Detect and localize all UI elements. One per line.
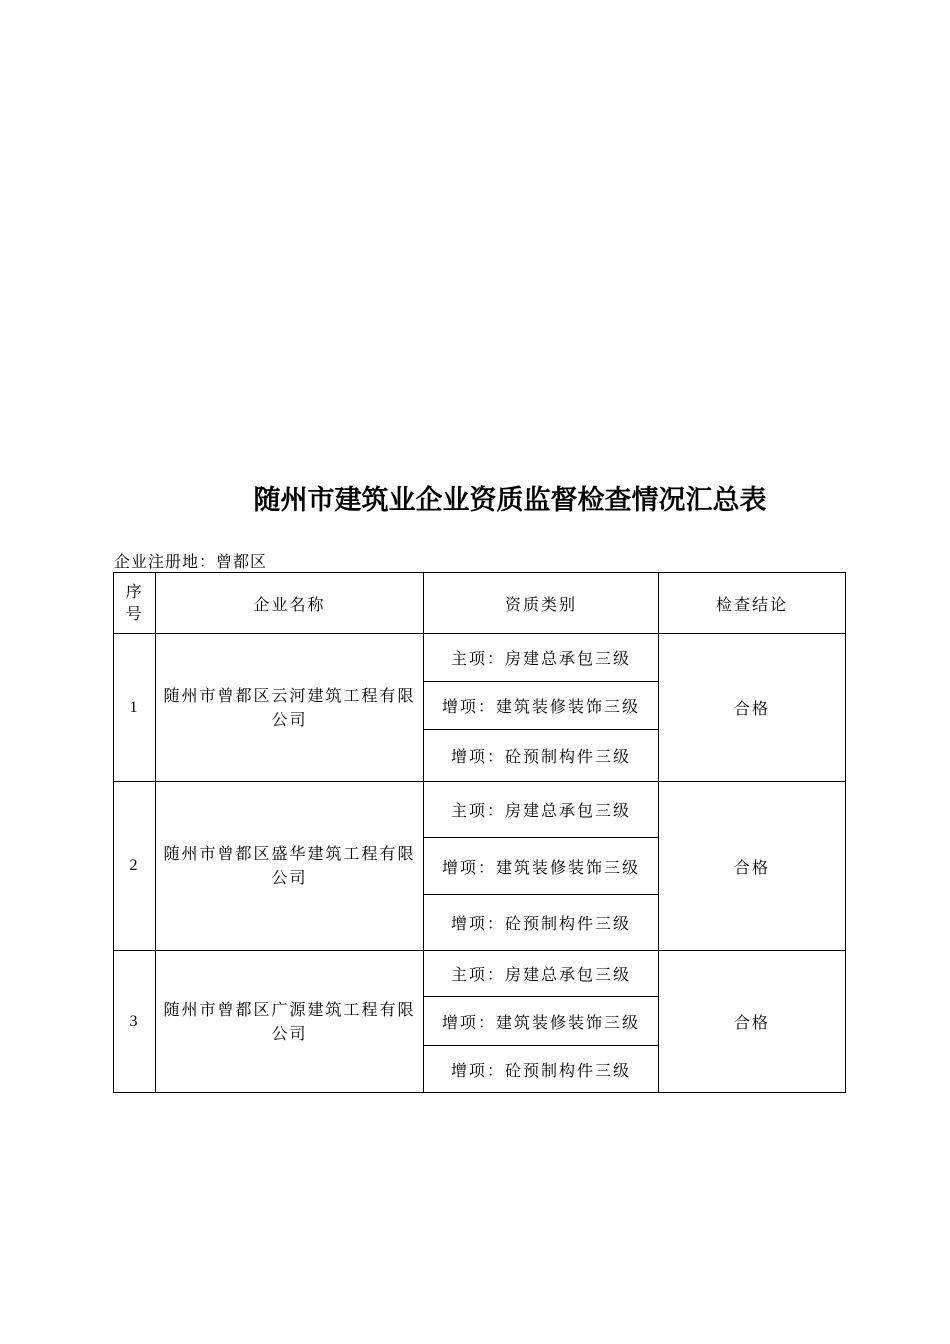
table-row bbox=[114, 634, 846, 682]
header-seq-text: 序号 bbox=[125, 582, 144, 623]
region-value: 曾都区 bbox=[216, 552, 268, 571]
company-name: 随州市曾都区盛华建筑工程有限公司 bbox=[156, 782, 424, 951]
region-label: 企业注册地： bbox=[114, 552, 217, 571]
inspection-result: 合格 bbox=[659, 782, 846, 951]
qualification-cell: 增项：砼预制构件三级 bbox=[424, 730, 659, 782]
page-title: 随州市建筑业企业资质监督检查情况汇总表 bbox=[253, 485, 767, 516]
header-name: 企业名称 bbox=[156, 573, 424, 634]
header-seq bbox=[114, 573, 156, 634]
company-name: 随州市曾都区云河建筑工程有限公司 bbox=[156, 634, 424, 782]
qualification-cell: 主项：房建总承包三级 bbox=[424, 782, 659, 838]
qualification-cell: 增项：建筑装修装饰三级 bbox=[424, 838, 659, 895]
header-row bbox=[114, 573, 846, 634]
registration-region bbox=[114, 549, 267, 572]
qualification-cell: 增项：砼预制构件三级 bbox=[424, 895, 659, 951]
inspection-table bbox=[113, 572, 846, 1093]
qualification-cell: 主项：房建总承包三级 bbox=[424, 634, 659, 682]
table-row bbox=[114, 782, 846, 838]
qualification-cell: 增项：砼预制构件三级 bbox=[424, 1046, 659, 1093]
row-number: 1 bbox=[114, 634, 156, 782]
qualification-cell: 增项：建筑装修装饰三级 bbox=[424, 997, 659, 1046]
header-result: 检查结论 bbox=[659, 573, 846, 634]
table-row bbox=[114, 951, 846, 997]
qualification-cell: 主项：房建总承包三级 bbox=[424, 951, 659, 997]
row-number: 3 bbox=[114, 951, 156, 1093]
company-name: 随州市曾都区广源建筑工程有限公司 bbox=[156, 951, 424, 1093]
inspection-result: 合格 bbox=[659, 634, 846, 782]
row-number: 2 bbox=[114, 782, 156, 951]
qualification-cell: 增项：建筑装修装饰三级 bbox=[424, 682, 659, 730]
header-qual: 资质类别 bbox=[424, 573, 659, 634]
inspection-result: 合格 bbox=[659, 951, 846, 1093]
